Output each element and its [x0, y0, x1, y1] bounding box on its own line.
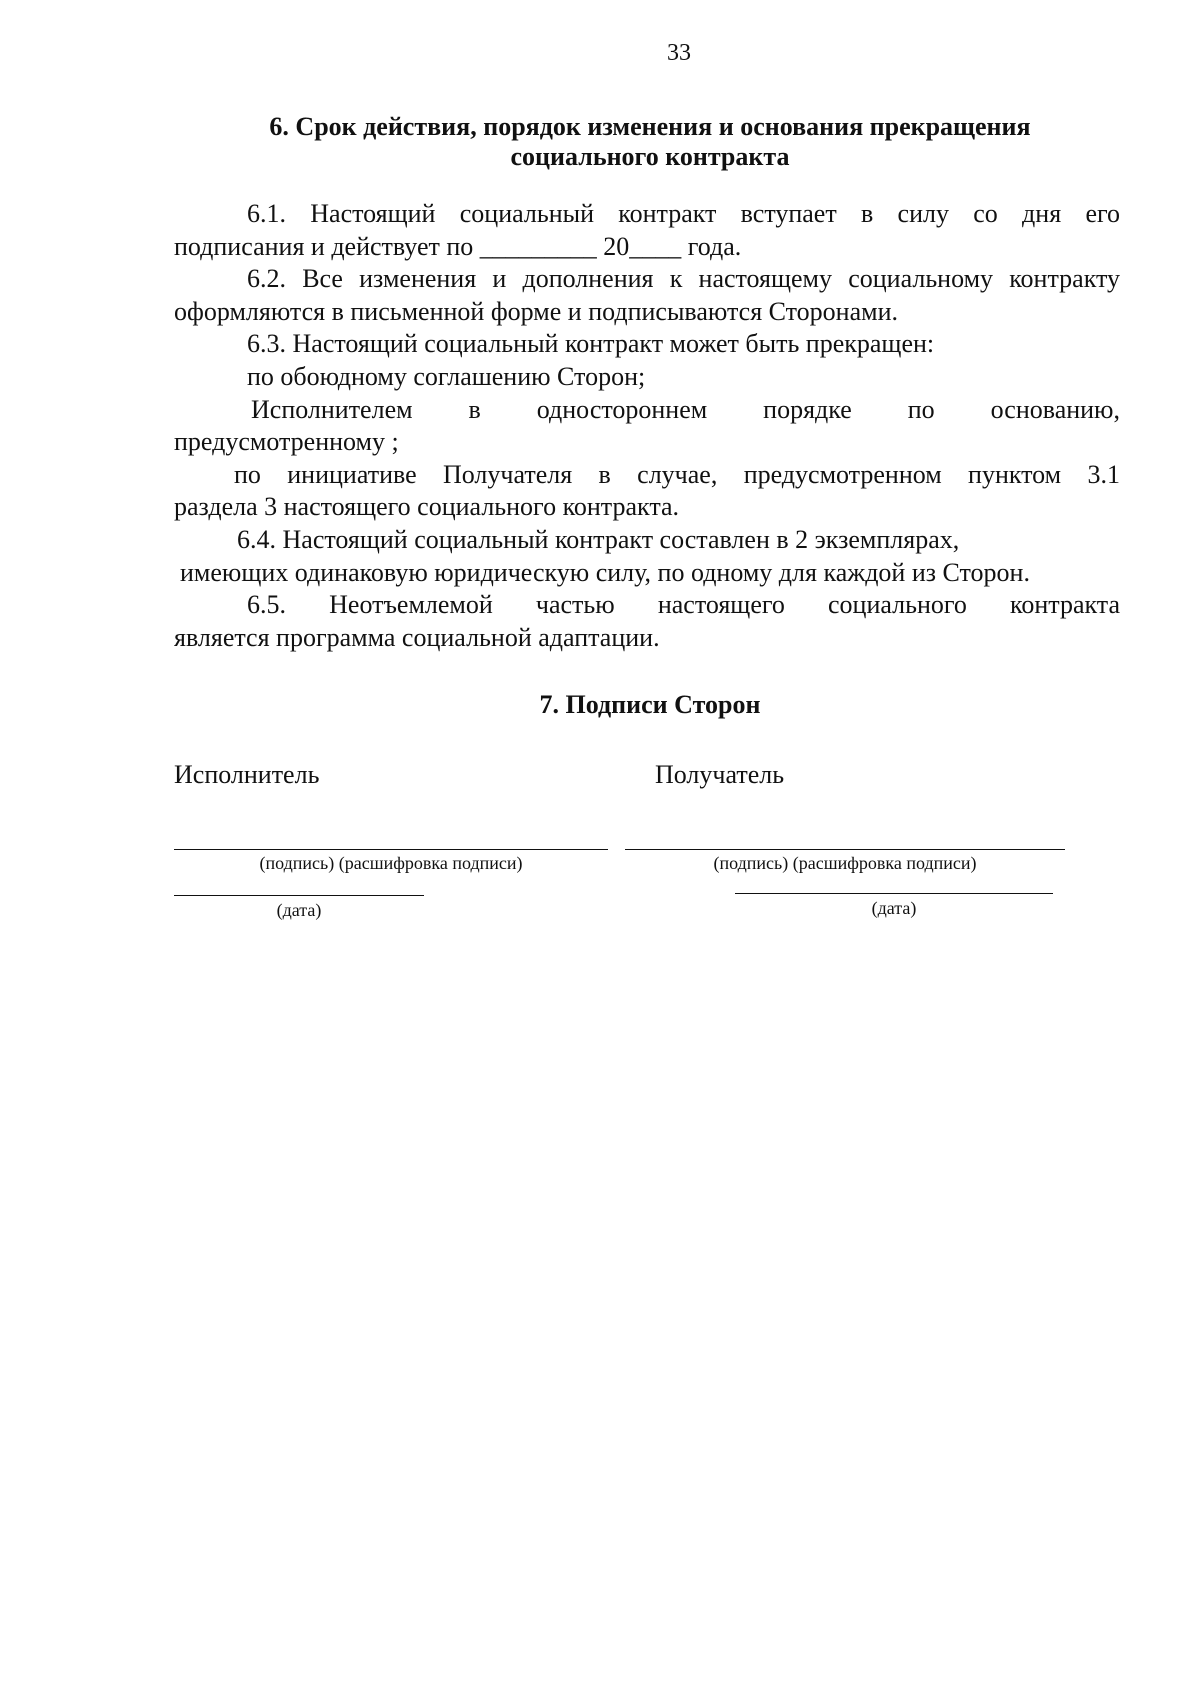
- executor-date-caption: (дата): [276, 900, 322, 920]
- recipient-signature-caption: (подпись) (расшифровка подписи): [713, 853, 977, 873]
- section-6-body: [174, 198, 1120, 654]
- page-number: 33: [667, 40, 691, 66]
- clause-6-3-item-3-line-2: раздела 3 настоящего социального контракта.: [174, 492, 680, 522]
- recipient-date-line: [735, 893, 1053, 894]
- clause-6-3-item-2-line-1: Исполнителем в одностороннем порядке по основанию,: [251, 394, 1120, 424]
- clause-6-4-line-2: имеющих одинаковую юридическую силу, по одному для каждой из Сторон.: [180, 557, 1030, 587]
- clause-6-5-line-2: является программа социальной адаптации.: [174, 622, 660, 652]
- executor-signature-caption: (подпись) (расшифровка подписи): [259, 853, 523, 873]
- recipient-label: Получатель: [655, 760, 785, 789]
- clause-6-3-item-3-line-1: по инициативе Получателя в случае, предусмотренном пунктом 3.1: [234, 459, 1120, 489]
- clause-6-5-line-1: 6.5. Неотъемлемой частью настоящего социального контракта: [247, 590, 1120, 620]
- clause-6-1-line-2: подписания и действует по _________ 20____ года.: [174, 231, 742, 261]
- executor-label: Исполнитель: [174, 760, 320, 789]
- executor-signature-line: [174, 849, 608, 850]
- section-6-title: [190, 112, 1110, 172]
- clause-6-2-line-1: 6.2. Все изменения и дополнения к настоящему социальному контракту: [247, 264, 1120, 294]
- clause-6-3-item-1: по обоюдному соглашению Сторон;: [247, 361, 646, 391]
- recipient-signature-line: [625, 849, 1065, 850]
- clause-6-1-line-1: 6.1. Настоящий социальный контракт вступает в силу со дня его: [247, 199, 1120, 228]
- recipient-date-caption: (дата): [871, 898, 917, 918]
- section-7-title: 7. Подписи Сторон: [539, 690, 761, 719]
- clause-6-3: 6.3. Настоящий социальный контракт может быть прекращен:: [247, 329, 935, 359]
- clause-6-2-line-2: оформляются в письменной форме и подписываются Сторонами.: [174, 296, 899, 326]
- clause-6-3-item-2-line-2: предусмотренному ;: [174, 427, 399, 457]
- section-6-title-line-2: социального контракта: [510, 142, 790, 171]
- clause-6-4-line-1: 6.4. Настоящий социальный контракт составлен в 2 экземплярах,: [237, 524, 960, 554]
- executor-date-line: [174, 895, 424, 896]
- section-6-title-line-1: 6. Срок действия, порядок изменения и основания прекращения: [269, 112, 1031, 141]
